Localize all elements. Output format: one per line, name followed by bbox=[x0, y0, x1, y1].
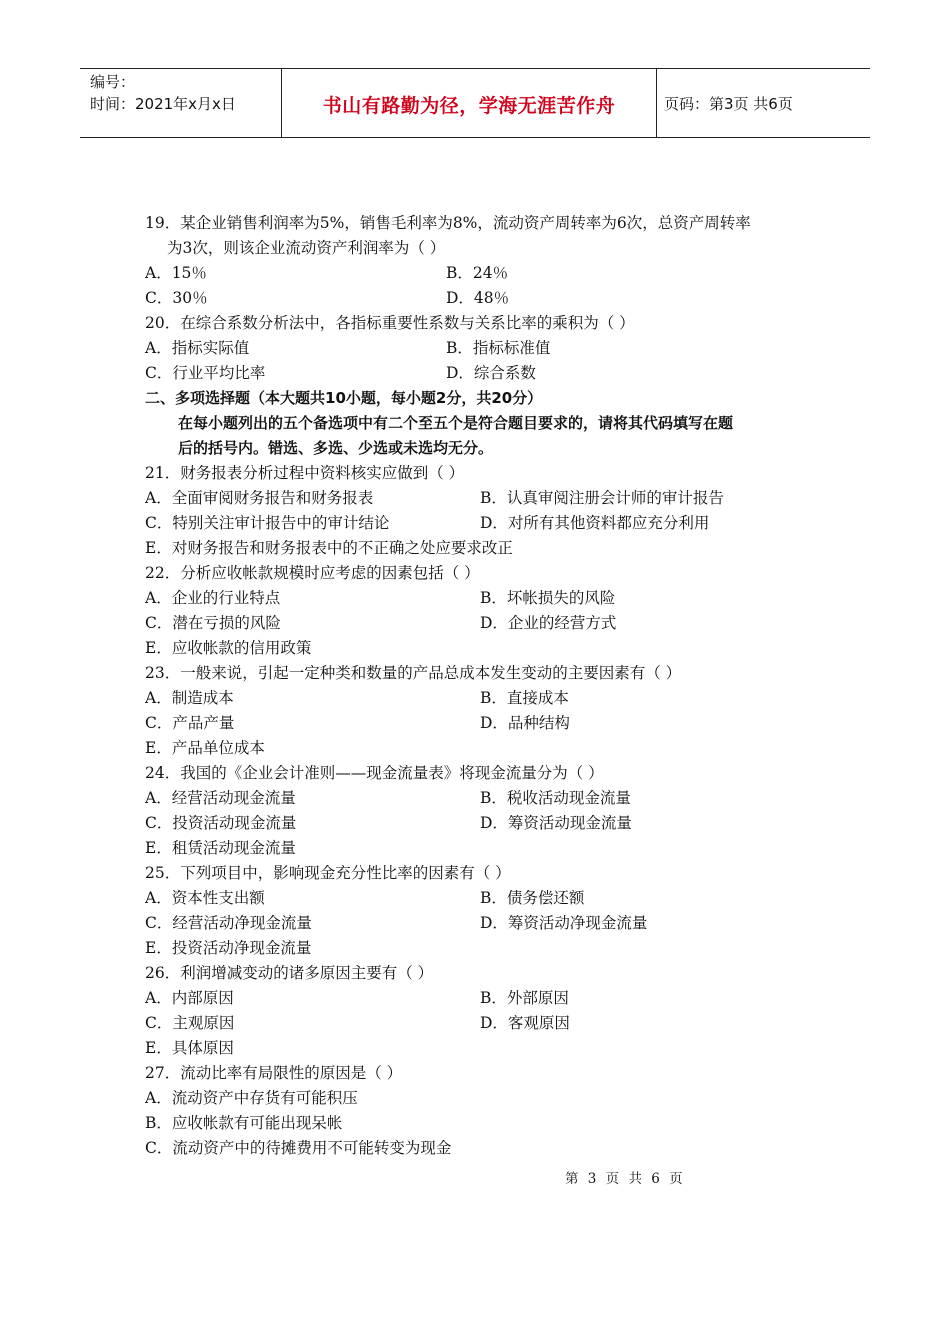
q19-option-c: C．30％ bbox=[145, 289, 208, 307]
q19-option-b: B．24％ bbox=[446, 264, 509, 282]
q22-options-row1 bbox=[145, 586, 825, 611]
header-divider bbox=[656, 69, 657, 137]
q25-options-row1 bbox=[145, 886, 825, 911]
q24-option-b: B．税收活动现金流量 bbox=[480, 789, 631, 807]
q23-option-c: C．产品产量 bbox=[145, 714, 235, 732]
q20-stem: 20．在综合系数分析法中，各指标重要性系数与关系比率的乘积为（ ） bbox=[145, 314, 635, 332]
q26-stem: 26．利润增减变动的诸多原因主要有（ ） bbox=[145, 964, 434, 982]
q23-stem: 23．一般来说，引起一定种类和数量的产品总成本发生变动的主要因素有（ ） bbox=[145, 664, 682, 682]
q23-option-d: D．品种结构 bbox=[480, 714, 570, 732]
page-header bbox=[80, 68, 870, 138]
question-list bbox=[145, 211, 825, 1161]
q24-option-c: C．投资活动现金流量 bbox=[145, 814, 297, 832]
q22-option-c: C．潜在亏损的风险 bbox=[145, 614, 281, 632]
q20-options-row1 bbox=[145, 336, 825, 361]
q27-stem: 27．流动比率有局限性的原因是（ ） bbox=[145, 1064, 403, 1082]
q27-option-a: A．流动资产中存货有可能积压 bbox=[145, 1089, 358, 1107]
number-label: 编号： bbox=[90, 73, 136, 91]
q23-options-row2 bbox=[145, 711, 825, 736]
q22-stem: 22．分析应收帐款规模时应考虑的因素包括（ ） bbox=[145, 564, 480, 582]
q26-options-row1 bbox=[145, 986, 825, 1011]
q20-options-row2 bbox=[145, 361, 825, 386]
section-title: 二、多项选择题（本大题共10小题，每小题2分，共20分） bbox=[145, 389, 543, 407]
q19-options-row2 bbox=[145, 286, 825, 311]
header-meta bbox=[90, 71, 236, 115]
q26-option-a: A．内部原因 bbox=[145, 989, 234, 1007]
q19-stem-cont: 为3次，则该企业流动资产利润率为（ ） bbox=[167, 239, 446, 257]
q26-option-e: E．具体原因 bbox=[145, 1039, 234, 1057]
q23-option-a: A．制造成本 bbox=[145, 689, 234, 707]
q20-option-c: C．行业平均比率 bbox=[145, 364, 266, 382]
q19-option-d: D．48％ bbox=[446, 289, 510, 307]
q19-options-row1 bbox=[145, 261, 825, 286]
q25-option-e: E．投资活动净现金流量 bbox=[145, 939, 312, 957]
q25-options-row2 bbox=[145, 911, 825, 936]
q25-option-c: C．经营活动净现金流量 bbox=[145, 914, 312, 932]
q26-option-b: B．外部原因 bbox=[480, 989, 569, 1007]
q25-option-a: A．资本性支出额 bbox=[145, 889, 265, 907]
header-page-info: 页码：第3页 共6页 bbox=[664, 95, 793, 113]
q21-option-a: A．全面审阅财务报告和财务报表 bbox=[145, 489, 374, 507]
q26-options-row2 bbox=[145, 1011, 825, 1036]
q22-option-b: B．坏帐损失的风险 bbox=[480, 589, 616, 607]
q27-option-c: C．流动资产中的待摊费用不可能转变为现金 bbox=[145, 1139, 452, 1157]
q23-options-row1 bbox=[145, 686, 825, 711]
q21-option-d: D．对所有其他资料都应充分利用 bbox=[480, 514, 710, 532]
q25-option-d: D．筹资活动净现金流量 bbox=[480, 914, 648, 932]
q24-option-e: E．租赁活动现金流量 bbox=[145, 839, 296, 857]
page-footer: 第 3 页 共 6 页 bbox=[565, 1171, 683, 1187]
q19-option-a: A．15％ bbox=[145, 264, 207, 282]
q21-stem: 21．财务报表分析过程中资料核实应做到（ ） bbox=[145, 464, 465, 482]
q26-option-c: C．主观原因 bbox=[145, 1014, 235, 1032]
q24-options-row2 bbox=[145, 811, 825, 836]
q21-option-b: B．认真审阅注册会计师的审计报告 bbox=[480, 489, 724, 507]
q19-stem: 19．某企业销售利润率为5%，销售毛利率为8%，流动资产周转率为6次，总资产周转率 bbox=[145, 214, 751, 232]
q25-stem: 25．下列项目中，影响现金充分性比率的因素有（ ） bbox=[145, 864, 511, 882]
q27-option-b: B．应收帐款有可能出现呆帐 bbox=[145, 1114, 343, 1132]
q23-option-e: E．产品单位成本 bbox=[145, 739, 265, 757]
q21-options-row1 bbox=[145, 486, 825, 511]
q21-option-c: C．特别关注审计报告中的审计结论 bbox=[145, 514, 390, 532]
q26-option-d: D．客观原因 bbox=[480, 1014, 570, 1032]
q24-options-row1 bbox=[145, 786, 825, 811]
q20-option-a: A．指标实际值 bbox=[145, 339, 250, 357]
q21-option-e: E．对财务报告和财务报表中的不正确之处应要求改正 bbox=[145, 539, 513, 557]
section-instructions-cont: 后的括号内。错选、多选、少选或未选均无分。 bbox=[178, 439, 494, 457]
q22-options-row2 bbox=[145, 611, 825, 636]
q25-option-b: B．债务偿还额 bbox=[480, 889, 585, 907]
q21-options-row2 bbox=[145, 511, 825, 536]
q20-option-d: D．综合系数 bbox=[446, 364, 536, 382]
q24-stem: 24．我国的《企业会计准则——现金流量表》将现金流量分为（ ） bbox=[145, 764, 604, 782]
q22-option-e: E．应收帐款的信用政策 bbox=[145, 639, 312, 657]
q23-option-b: B．直接成本 bbox=[480, 689, 569, 707]
q24-option-d: D．筹资活动现金流量 bbox=[480, 814, 632, 832]
q24-option-a: A．经营活动现金流量 bbox=[145, 789, 296, 807]
section-instructions: 在每小题列出的五个备选项中有二个至五个是符合题目要求的，请将其代码填写在题 bbox=[178, 414, 734, 432]
q22-option-d: D．企业的经营方式 bbox=[480, 614, 617, 632]
q20-option-b: B．指标标准值 bbox=[446, 339, 551, 357]
time-label: 时间：2021年x月x日 bbox=[90, 95, 236, 113]
header-motto: 书山有路勤为径，学海无涯苦作舟 bbox=[322, 95, 616, 117]
q22-option-a: A．企业的行业特点 bbox=[145, 589, 281, 607]
